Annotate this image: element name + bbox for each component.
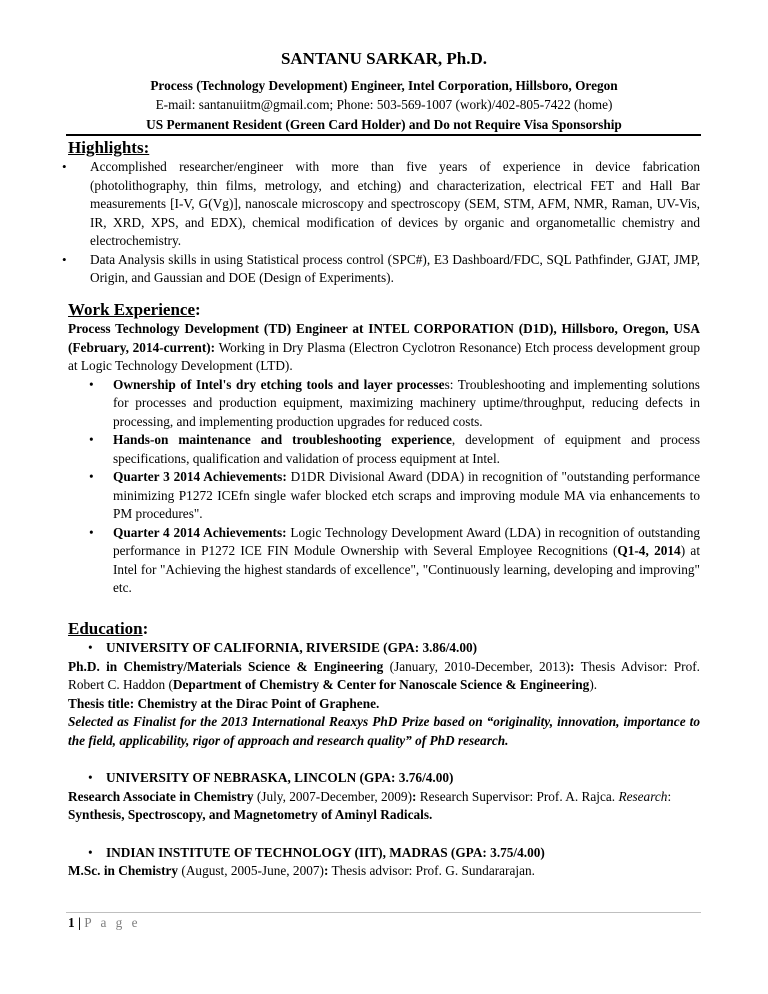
job-title-line: Process (Technology Development) Engineer, Intel Corporation, Hillsboro, Oregon bbox=[150, 78, 618, 93]
page-footer bbox=[68, 915, 141, 931]
unl-supervisor: Research Supervisor: Prof. A. Rajca. bbox=[416, 788, 619, 804]
highlights-list bbox=[68, 158, 700, 288]
work-item-title: Quarter 4 2014 Achievements: bbox=[113, 524, 287, 540]
work-item bbox=[113, 468, 700, 524]
work-item-text: D1DR Divisional Award (DDA) in recognition of "outstanding performance minimizing P1272 ICEfn single wafer blocked etch scraps and improving module MA via enhancements to PM procedures". bbox=[113, 469, 700, 521]
candidate-name: SANTANU SARKAR, Ph.D. bbox=[280, 49, 488, 68]
ucr-thesis-title: : Chemistry at the Dirac Point of Graphene. bbox=[129, 695, 380, 711]
ucr-department: Department of Chemistry & Center for Nanoscale Science & Engineering bbox=[172, 677, 590, 692]
ucr-degree: Ph.D. in Chemistry/Materials Science & Engineering bbox=[68, 658, 384, 674]
work-item-title: Quarter 3 2014 Achievements: bbox=[113, 469, 287, 484]
ucr-close: ). bbox=[589, 677, 598, 692]
unl-research-topic: Synthesis, Spectroscopy, and Magnetometry of Aminyl Radicals. bbox=[68, 807, 433, 822]
unl-position-line bbox=[68, 788, 700, 807]
work-item-text: s: Troubleshooting and implementing solutions for processes and production equipment, maximizing machinery uptime/throughput, reducing defects in processing, and implementing production upgrades for reduced costs. bbox=[113, 376, 700, 429]
contact-line: E-mail: santanuiitm@gmail.com; Phone: 503-569-1007 (work)/402-805-7422 (home) bbox=[155, 97, 613, 112]
residency-status-line: US Permanent Resident (Green Card Holder) and Do not Require Visa Sponsorship bbox=[146, 117, 622, 132]
footer-divider bbox=[66, 912, 701, 913]
unl-research-colon: : bbox=[667, 788, 672, 804]
unl-position: Research Associate in Chemistry bbox=[68, 788, 254, 804]
highlight-item: • Accomplished researcher/engineer with more than five years of experience in device fabrication (photolithography, thin films, metrology, and etching) and characterization, electrical FET and Hall Bar measurements [I-V, G(Vg)], nanoscale microscopy and spectroscopy (SEM, STM, AFM, NMR, Raman, UV-Vis, IR, XRD, XPS, and EDX), chemical modification of devices by organic and organometallic chemistry and electrochemistry. bbox=[68, 158, 700, 251]
ucr-institution: • UNIVERSITY OF CALIFORNIA, RIVERSIDE (GPA: 3.86/4.00) bbox=[68, 639, 700, 658]
iit-dates: (August, 2005-June, 2007) bbox=[178, 863, 324, 878]
work-item-title: Hands-on maintenance and troubleshooting experience bbox=[113, 432, 452, 447]
education-heading-row bbox=[68, 618, 700, 640]
highlight-item: • Data Analysis skills in using Statistical process control (SPC#), E3 Dashboard/FDC, SQL Pathfinder, GJAT, JMP, Origin, and Gaussian and DOE (Design of Experiments). bbox=[68, 251, 700, 288]
ucr-finalist-note: Selected as Finalist for the 2013 International Reaxys PhD Prize based on “originality, innovation, importance to the field, applicability, rigor of approach and research quality” of PhD research. bbox=[68, 714, 700, 748]
iit-degree: M.Sc. in Chemistry bbox=[68, 863, 179, 878]
work-item-title: Ownership of Intel's dry etching tools and layer processe bbox=[113, 376, 445, 392]
iit-colon: : bbox=[323, 863, 329, 878]
page-label: P a g e bbox=[84, 915, 141, 930]
work-item-period: Q1-4, 2014 bbox=[617, 543, 681, 558]
work-item-text: ) at Intel for "Achieving the highest standards of excellence", "Continuously learning, developing and improving" etc. bbox=[113, 543, 701, 595]
work-item-text: , development of equipment and process specifications, qualification and validation of process equipment at Intel. bbox=[113, 432, 701, 466]
work-item bbox=[113, 376, 700, 432]
work-item bbox=[113, 524, 700, 598]
ucr-colon: : bbox=[570, 658, 575, 674]
education-heading: Education bbox=[68, 618, 143, 638]
work-description: Working in Dry Plasma (Electron Cyclotron Resonance) Etch process development group at Logic Technology Development (LTD). bbox=[68, 339, 700, 373]
work-intro bbox=[68, 320, 700, 376]
work-item bbox=[113, 431, 700, 468]
unl-dates: (July, 2007-December, 2009) bbox=[253, 788, 413, 804]
ucr-advisor: Thesis Advisor: Prof. Robert C. Haddon ( bbox=[68, 658, 700, 692]
ucr-dates: (January, 2010-December, 2013) bbox=[383, 658, 571, 674]
header-divider bbox=[66, 134, 701, 136]
ucr-thesis-line bbox=[68, 695, 700, 714]
page-separator: | bbox=[74, 915, 85, 930]
resume-body bbox=[68, 137, 700, 881]
education-heading-colon: : bbox=[142, 618, 149, 638]
work-heading: Work Experience bbox=[68, 299, 196, 319]
ucr-degree-line bbox=[68, 658, 700, 695]
work-position: Process Technology Development (TD) Engineer at INTEL CORPORATION (D1D), Hillsboro, Oregon, USA (February, 2014-current): bbox=[68, 321, 700, 355]
highlights-heading: Highlights: bbox=[68, 138, 150, 157]
page-number: 1 bbox=[68, 915, 75, 930]
work-item-text: Logic Technology Development Award (LDA) in recognition of outstanding performance in P1272 ICE FIN Module Ownership with Several Employee Recognitions ( bbox=[113, 524, 700, 558]
iit-degree-line bbox=[68, 862, 700, 881]
unl-research-label: Research bbox=[618, 788, 668, 804]
unl-colon: : bbox=[412, 788, 417, 804]
work-heading-row bbox=[68, 299, 700, 321]
iit-advisor: Thesis advisor: Prof. G. Sundararajan. bbox=[328, 863, 535, 878]
iit-institution: • INDIAN INSTITUTE OF TECHNOLOGY (IIT), MADRAS (GPA: 3.75/4.00) bbox=[68, 844, 700, 863]
work-achievements-list bbox=[68, 376, 700, 598]
unl-institution: • UNIVERSITY OF NEBRASKA, LINCOLN (GPA: 3.76/4.00) bbox=[68, 769, 700, 788]
ucr-thesis-label: Thesis title bbox=[68, 695, 130, 711]
work-heading-colon: : bbox=[195, 299, 201, 319]
